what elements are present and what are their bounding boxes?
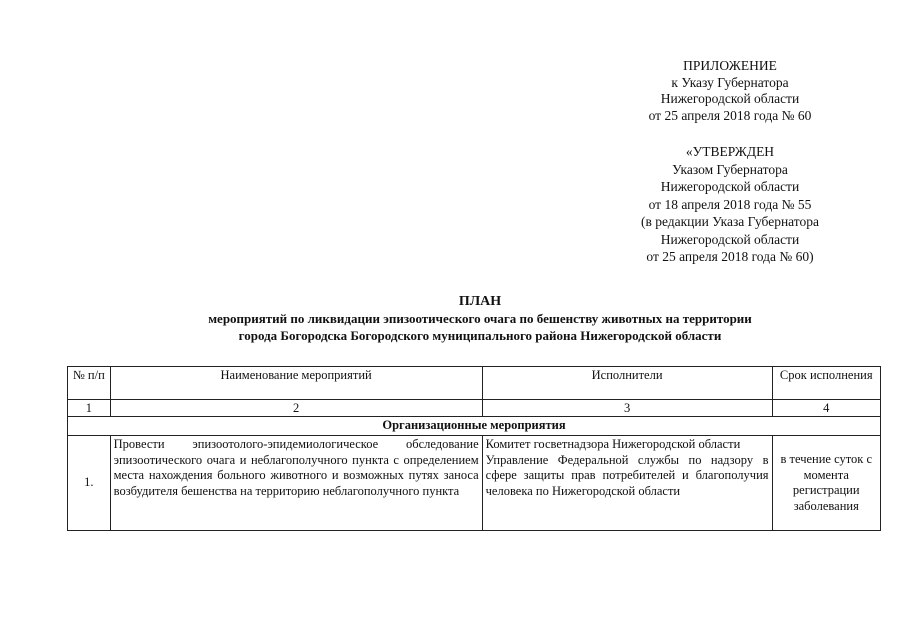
- approval-block: [600, 143, 860, 266]
- header-name: Наименование мероприятий: [110, 367, 482, 400]
- section-row: [68, 417, 881, 436]
- executor-item: Управление Федеральной службы по надзору в сфере защиты прав потребителей и благополучия человека по Нижегородской области: [485, 452, 769, 498]
- row-number: 1.: [68, 436, 111, 531]
- title-subtitle-line: города Богородска Богородского муниципального района Нижегородской области: [238, 328, 722, 343]
- appendix-line: ПРИЛОЖЕНИЕ: [683, 58, 777, 73]
- table-row: [68, 436, 881, 531]
- title-subtitle-line: мероприятий по ликвидации эпизоотического очага по бешенству животных на территории: [208, 311, 752, 326]
- column-number: 3: [482, 400, 772, 417]
- executor-item: Комитет госветнадзора Нижегородской области: [485, 437, 741, 451]
- approval-line: Нижегородской области: [660, 231, 800, 247]
- approval-line: от 25 апреля 2018 года № 60): [646, 249, 814, 264]
- approval-line: от 18 апреля 2018 года № 55: [648, 196, 812, 212]
- column-number: 4: [772, 400, 880, 417]
- approval-line: (в редакции Указа Губернатора: [640, 214, 820, 229]
- approval-line: Указом Губернатора: [672, 161, 788, 177]
- row-activity: Провести эпизоотолого-эпидемиологическое обследование эпизоотического очага и неблагополучного пункта с определением места нахождения больного животного и возможных путях заноса возбудителя бешенства на территорию неблагополучного пункта: [110, 436, 482, 531]
- title-plan: ПЛАН: [458, 294, 502, 309]
- row-term: в течение суток с момента регистрации заболевания: [772, 436, 880, 531]
- header-term: Срок исполнения: [772, 367, 880, 400]
- appendix-line: от 25 апреля 2018 года № 60: [648, 107, 812, 123]
- approval-line: «УТВЕРЖДЕН: [685, 144, 775, 159]
- section-title: Организационные мероприятия: [68, 417, 881, 436]
- column-number: 1: [68, 400, 111, 417]
- appendix-line: Нижегородской области: [660, 91, 800, 106]
- column-number: 2: [110, 400, 482, 417]
- row-executors: [482, 436, 772, 531]
- document-title: [95, 293, 865, 344]
- header-number: № п/п: [68, 367, 111, 400]
- column-numbers-row: [68, 400, 881, 417]
- plan-table: [67, 366, 881, 531]
- table-header-row: [68, 367, 881, 400]
- approval-line: Нижегородской области: [660, 179, 800, 194]
- header-executors: Исполнители: [482, 367, 772, 400]
- appendix-block: [600, 58, 860, 124]
- appendix-line: к Указу Губернатора: [671, 74, 789, 90]
